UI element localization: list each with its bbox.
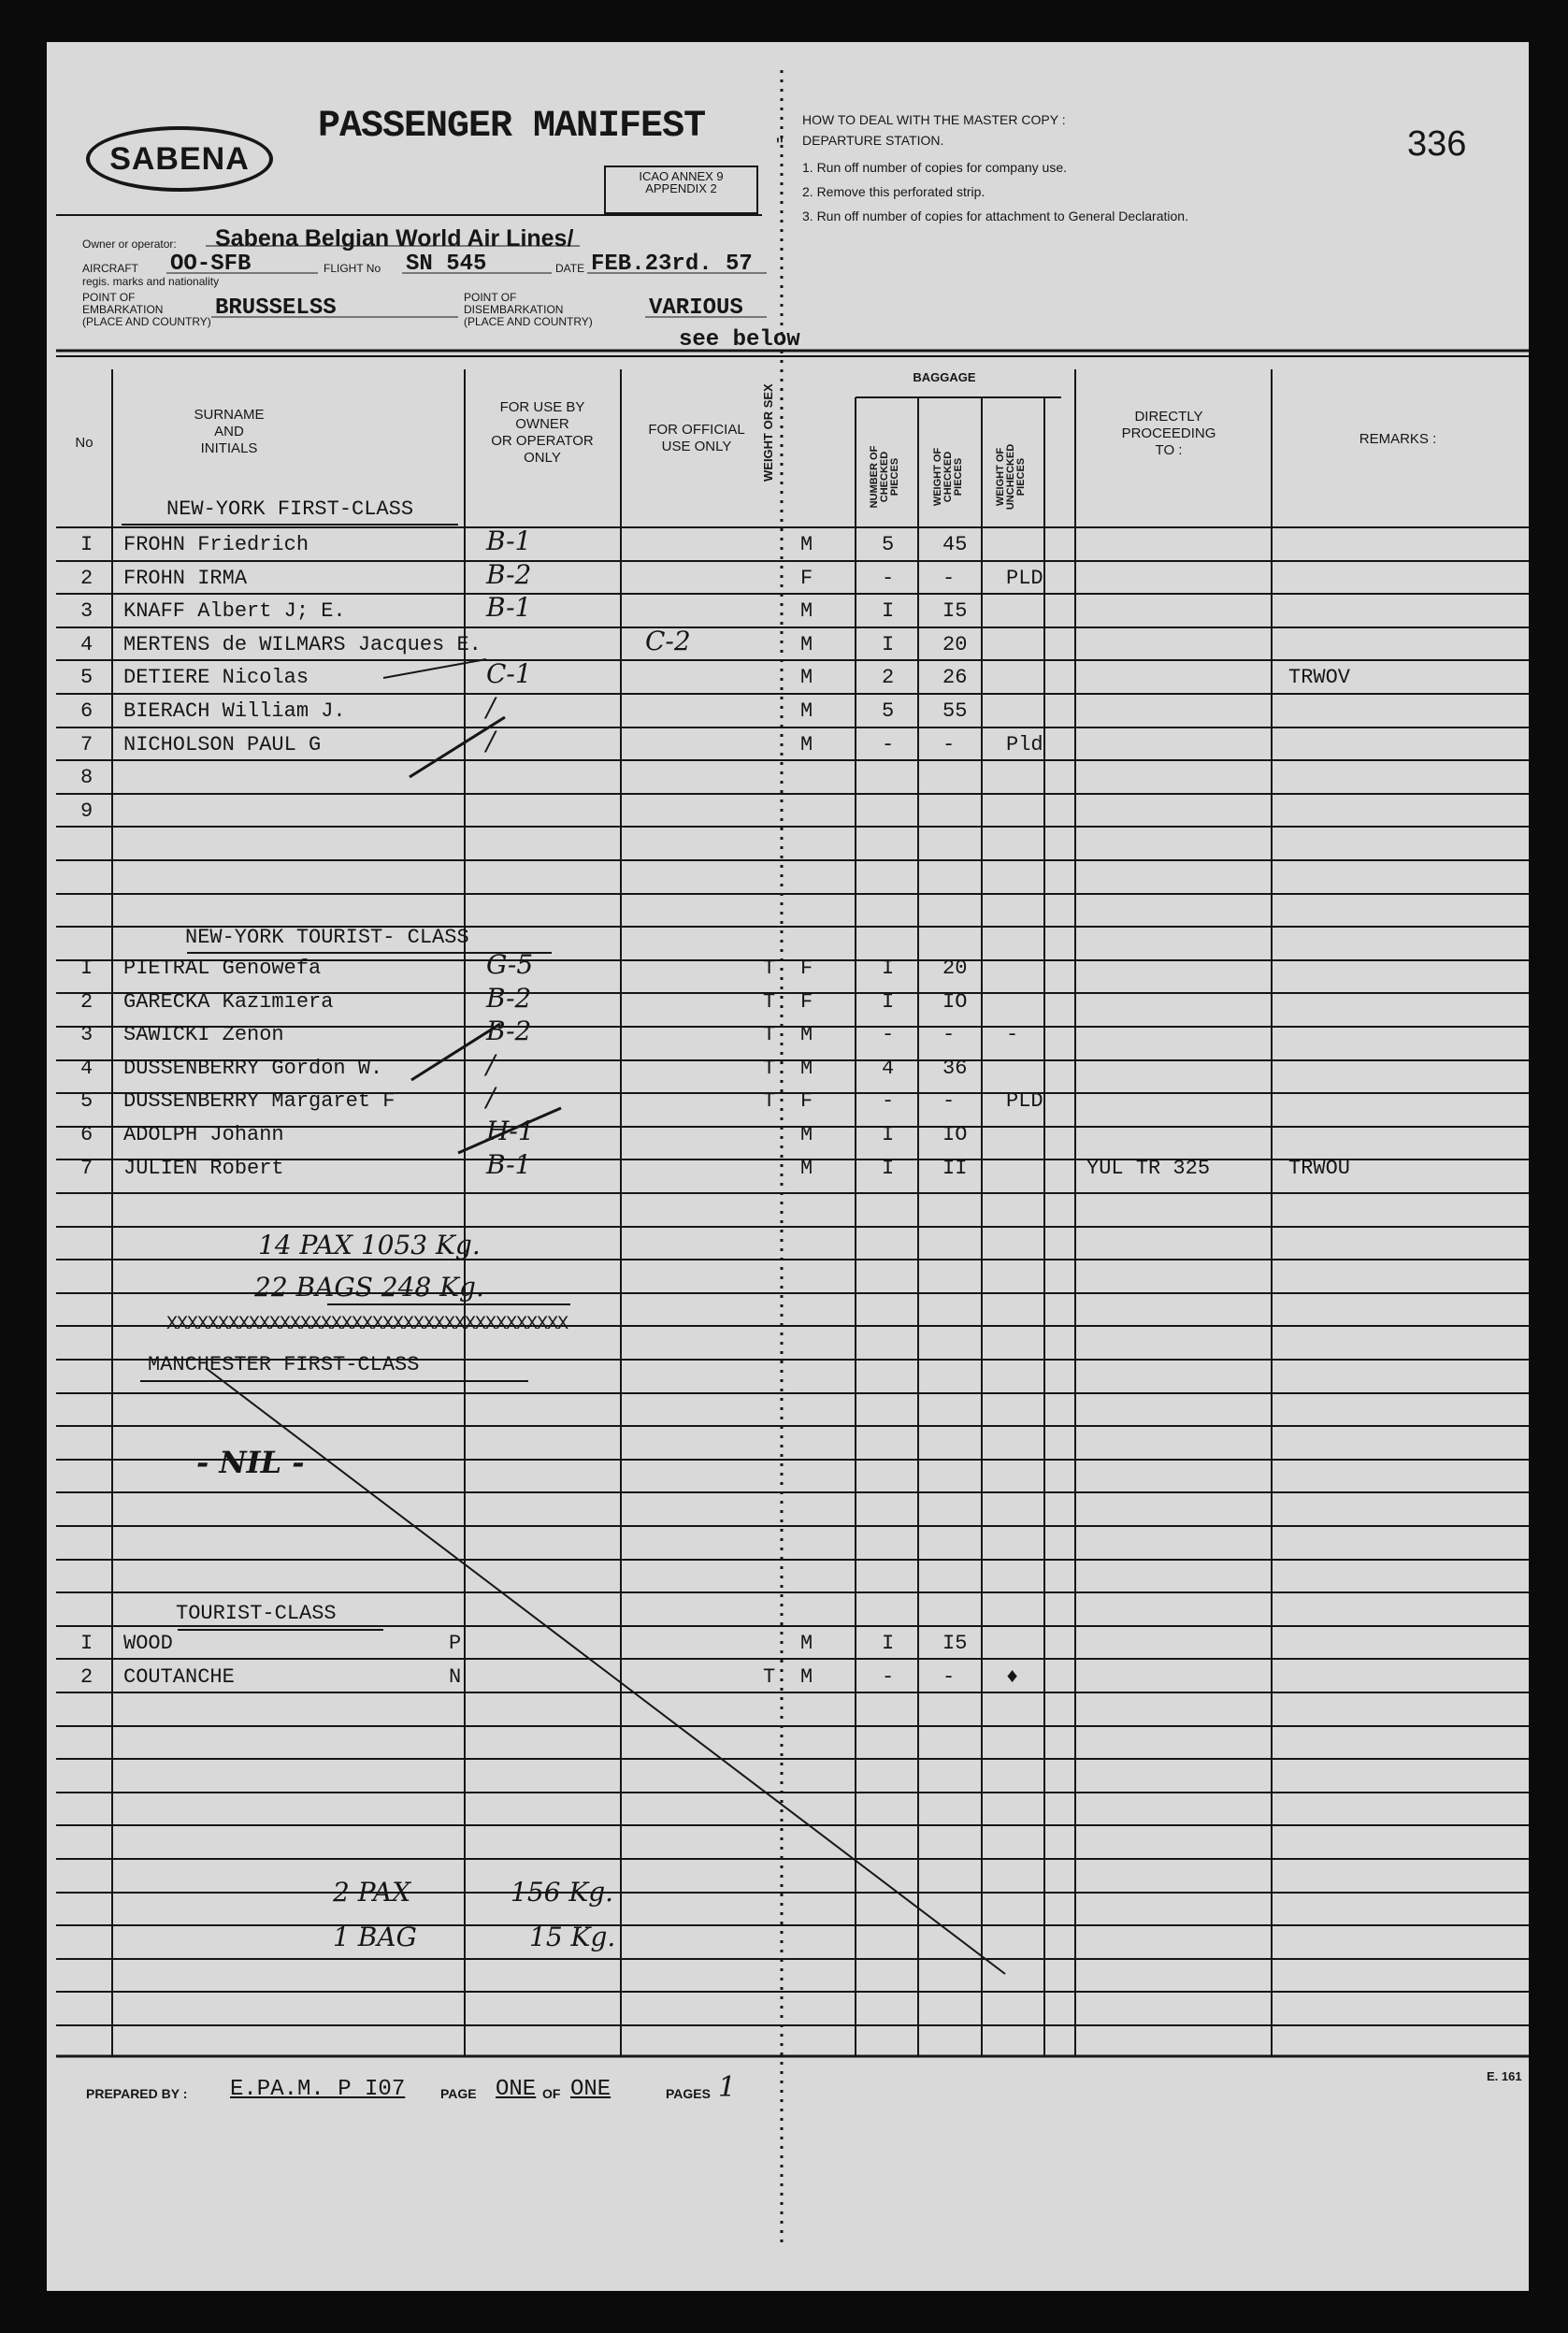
row-sex: M bbox=[800, 1156, 813, 1180]
prepared-label: PREPARED BY : bbox=[86, 2086, 188, 2101]
row-sex: M bbox=[800, 599, 813, 624]
manifest-title: PASSENGER MANIFEST bbox=[318, 106, 706, 148]
row-no: 7 bbox=[80, 1156, 94, 1180]
row-pieces: I bbox=[882, 632, 895, 656]
row-pieces: - bbox=[882, 732, 895, 756]
strike-mark-3 bbox=[383, 659, 486, 678]
col-surname-header bbox=[117, 407, 341, 457]
row-name: SAWICKI Zenon bbox=[123, 1023, 284, 1047]
row-weight: 26 bbox=[942, 666, 968, 690]
col-no-header: No bbox=[75, 435, 94, 451]
flight-value: SN 545 bbox=[406, 252, 487, 277]
col-checked-pieces-header: NUMBER OF CHECKED PIECES bbox=[869, 445, 900, 509]
row-name: MERTENS de WILMARS Jacques E. bbox=[123, 632, 482, 656]
section-ny-tourist: NEW-YORK TOURIST- CLASS bbox=[185, 926, 469, 949]
col-owner-header bbox=[468, 399, 617, 467]
row-sex: M bbox=[800, 1123, 813, 1146]
section-manchester-first: MANCHESTER FIRST-CLASS bbox=[148, 1353, 420, 1376]
row-weight: - bbox=[942, 1089, 956, 1114]
row-pieces: I bbox=[882, 1632, 895, 1655]
row-weight: 45 bbox=[942, 533, 968, 556]
row-name: DUSSENBERRY Margaret F bbox=[123, 1089, 396, 1114]
aircraft-label: AIRCRAFT bbox=[82, 262, 138, 275]
row-weight: 55 bbox=[942, 699, 968, 723]
struck-line: XXXXXXXXXXXXXXXXXXXXXXXXXXXXXXXXXXXXXXX bbox=[166, 1314, 568, 1335]
row-owner: G-5 bbox=[486, 949, 534, 980]
embark-value: BRUSSELSS bbox=[215, 295, 337, 321]
col-surname-line2: AND bbox=[214, 424, 244, 439]
row-weight: 20 bbox=[942, 957, 968, 980]
row-official: C-2 bbox=[645, 625, 691, 656]
row-owner: / bbox=[486, 692, 496, 723]
row-travel-class: T bbox=[763, 1056, 776, 1080]
row-owner: H-1 bbox=[486, 1116, 535, 1146]
instructions-item3: 3. Run off number of copies for attachment to General Declaration. bbox=[802, 209, 1188, 223]
col-owner-line3: OR OPERATOR bbox=[491, 433, 594, 449]
row-pieces: I bbox=[882, 957, 895, 980]
row-pieces: I bbox=[882, 1156, 895, 1180]
aircraft-sub: regis. marks and nationality bbox=[82, 275, 220, 288]
row-owner: B-2 bbox=[486, 558, 532, 590]
section-manchester-tourist: TOURIST-CLASS bbox=[176, 1602, 337, 1625]
row-name: NICHOLSON PAUL G bbox=[123, 732, 322, 756]
row-sex: F bbox=[800, 957, 813, 980]
row-unchecked: Pld bbox=[1006, 732, 1043, 756]
instructions-title1: HOW TO DEAL WITH THE MASTER COPY : bbox=[802, 112, 1066, 127]
col-unchecked-weight-header: WEIGHT OF UNCHECKED PIECES bbox=[995, 443, 1027, 511]
row-sex: M bbox=[800, 1023, 813, 1047]
row-name: GARECKA Kazimiera bbox=[123, 989, 334, 1014]
row-no: 3 bbox=[80, 1023, 94, 1047]
row-owner: B-1 bbox=[486, 592, 532, 624]
row-name: DUSSENBERRY Gordon W. bbox=[123, 1056, 383, 1080]
icao-line2: APPENDIX 2 bbox=[645, 181, 717, 195]
row-pieces: - bbox=[882, 566, 895, 590]
row-initial: P bbox=[449, 1632, 462, 1655]
row-sex: M bbox=[800, 533, 813, 556]
row-owner: / bbox=[486, 1082, 496, 1114]
row-weight: - bbox=[942, 566, 956, 590]
row-travel-class: T bbox=[763, 1664, 776, 1689]
row-initial: N bbox=[449, 1664, 462, 1689]
row-unchecked: PLD bbox=[1006, 566, 1043, 590]
icao-line1: ICAO ANNEX 9 bbox=[639, 169, 724, 183]
col-proceeding-header bbox=[1075, 409, 1262, 459]
row-weight: - bbox=[942, 732, 956, 756]
row-pieces: I bbox=[882, 599, 895, 624]
logo-text: SABENA bbox=[109, 140, 250, 177]
row-sex: M bbox=[800, 732, 813, 756]
row-sex: M bbox=[800, 1664, 813, 1689]
row-pieces: - bbox=[882, 1664, 895, 1689]
ny-totals-line1: 14 PAX 1053 Kg. bbox=[258, 1230, 481, 1260]
row-proceeding: YUL TR 325 bbox=[1086, 1156, 1211, 1180]
col-remarks-header: REMARKS : bbox=[1359, 431, 1437, 447]
row-pieces: 5 bbox=[882, 699, 895, 723]
row-name: ADOLPH Johann bbox=[123, 1123, 284, 1146]
row-weight: I5 bbox=[942, 599, 968, 624]
man-totals-bag: 1 BAG bbox=[333, 1922, 417, 1952]
disembark-label3: (PLACE AND COUNTRY) bbox=[464, 315, 593, 328]
row-sex: M bbox=[800, 632, 813, 656]
row-pieces: 5 bbox=[882, 533, 895, 556]
row-travel-class: T bbox=[763, 1089, 776, 1114]
col-official-line1: FOR OFFICIAL bbox=[648, 422, 745, 438]
row-no: 5 bbox=[80, 666, 94, 690]
row-name: BIERACH William J. bbox=[123, 699, 346, 723]
row-sex: F bbox=[800, 1089, 813, 1114]
row-travel-class: T bbox=[763, 957, 776, 980]
row-sex: M bbox=[800, 699, 813, 723]
embark-label2: EMBARKATION bbox=[82, 303, 164, 316]
of-label: OF bbox=[542, 2086, 561, 2101]
row-pieces: I bbox=[882, 989, 895, 1014]
owner-value: Sabena Belgian World Air Lines/ bbox=[215, 225, 574, 252]
form-code: E. 161 bbox=[1487, 2069, 1522, 2083]
row-owner: / bbox=[486, 1048, 496, 1080]
row-unchecked: - bbox=[1006, 1023, 1019, 1047]
row-pieces: - bbox=[882, 1023, 895, 1047]
page-label: PAGE bbox=[440, 2086, 477, 2101]
row-unchecked: PLD bbox=[1006, 1089, 1043, 1114]
instructions-item1: 1. Run off number of copies for company use. bbox=[802, 160, 1068, 175]
row-owner: B-2 bbox=[486, 982, 532, 1014]
row-name: WOOD bbox=[123, 1632, 173, 1655]
man-totals-pax-weight: 156 Kg. bbox=[511, 1877, 614, 1908]
see-below: see below bbox=[679, 327, 800, 353]
row-no: 4 bbox=[80, 632, 94, 656]
row-no: I bbox=[80, 957, 94, 980]
ditto-mark: " bbox=[776, 134, 784, 157]
date-value: FEB.23rd. 57 bbox=[591, 252, 753, 277]
row-pieces: 4 bbox=[882, 1056, 895, 1080]
of-value: ONE bbox=[570, 2077, 611, 2102]
col-surname-line3: INITIALS bbox=[200, 440, 258, 456]
row-no: 6 bbox=[80, 699, 94, 723]
pages-hand: 1 bbox=[718, 2071, 737, 2104]
row-name: JULIEN Robert bbox=[123, 1156, 284, 1180]
row-no: I bbox=[80, 533, 94, 556]
row-no: 9 bbox=[80, 799, 94, 823]
col-proceeding-line3: TO : bbox=[1155, 442, 1183, 458]
embark-label3: (PLACE AND COUNTRY) bbox=[82, 315, 211, 328]
row-name: PIETRAL Genowefa bbox=[123, 957, 322, 980]
manifest-page bbox=[47, 42, 1529, 2291]
row-owner: / bbox=[486, 725, 496, 756]
row-no: 2 bbox=[80, 989, 94, 1014]
row-travel-class: T bbox=[763, 989, 776, 1014]
row-name: COUTANCHE bbox=[123, 1664, 235, 1689]
owner-label: Owner or operator: bbox=[82, 238, 177, 251]
prepared-value: E.PA.M. P I07 bbox=[230, 2077, 406, 2102]
col-owner-line4: ONLY bbox=[524, 450, 561, 466]
row-unchecked: ♦ bbox=[1006, 1664, 1019, 1689]
page-value: ONE bbox=[496, 2077, 537, 2102]
row-sex: M bbox=[800, 1056, 813, 1080]
disembark-value: VARIOUS bbox=[649, 295, 743, 321]
row-weight: 36 bbox=[942, 1056, 968, 1080]
col-official-line2: USE ONLY bbox=[661, 439, 732, 454]
instructions-title2: DEPARTURE STATION. bbox=[802, 133, 944, 148]
row-no: 4 bbox=[80, 1056, 94, 1080]
pages-label: PAGES bbox=[666, 2086, 711, 2101]
row-remarks: TRWOV bbox=[1288, 666, 1351, 690]
row-owner: B-1 bbox=[486, 1148, 532, 1180]
row-no: 2 bbox=[80, 566, 94, 590]
row-pieces: 2 bbox=[882, 666, 895, 690]
disembark-label1: POINT OF bbox=[464, 291, 517, 304]
row-sex: F bbox=[800, 566, 813, 590]
row-owner: C-1 bbox=[486, 658, 532, 690]
row-no: I bbox=[80, 1632, 94, 1655]
row-sex: M bbox=[800, 1632, 813, 1655]
section-ny-first: NEW-YORK FIRST-CLASS bbox=[166, 497, 414, 521]
row-remarks: TRWOU bbox=[1288, 1156, 1351, 1180]
row-owner: B-2 bbox=[486, 1015, 532, 1047]
row-travel-class: T bbox=[763, 1023, 776, 1047]
col-owner-line1: FOR USE BY bbox=[499, 399, 585, 415]
col-proceeding-line1: DIRECTLY bbox=[1134, 409, 1203, 425]
page-number: 336 bbox=[1407, 124, 1467, 164]
col-proceeding-line2: PROCEEDING bbox=[1121, 425, 1216, 441]
row-no: 2 bbox=[80, 1664, 94, 1689]
row-name: DETIERE Nicolas bbox=[123, 666, 309, 690]
row-weight: 20 bbox=[942, 632, 968, 656]
nil-text: - NIL - bbox=[196, 1445, 305, 1480]
row-no: 7 bbox=[80, 732, 94, 756]
row-no: 8 bbox=[80, 766, 94, 790]
row-name: FROHN IRMA bbox=[123, 566, 248, 590]
row-owner: B-1 bbox=[486, 526, 532, 556]
row-weight: I5 bbox=[942, 1632, 968, 1655]
row-no: 6 bbox=[80, 1123, 94, 1146]
col-weight-sex-header: WEIGHT OR SEX bbox=[761, 383, 775, 482]
col-baggage-header: BAGGAGE bbox=[913, 370, 976, 384]
instructions-item2: 2. Remove this perforated strip. bbox=[802, 184, 985, 199]
col-surname-line1: SURNAME bbox=[194, 407, 265, 423]
aircraft-value: OO-SFB bbox=[170, 252, 252, 277]
row-weight: II bbox=[942, 1156, 968, 1180]
row-no: 3 bbox=[80, 599, 94, 624]
man-totals-pax: 2 PAX bbox=[333, 1877, 411, 1908]
disembark-label2: DISEMBARKATION bbox=[464, 303, 564, 316]
row-weight: IO bbox=[942, 1123, 968, 1146]
row-sex: F bbox=[800, 989, 813, 1014]
flight-label: FLIGHT No bbox=[324, 262, 381, 275]
col-official-header bbox=[622, 422, 771, 455]
date-label: DATE bbox=[555, 262, 585, 275]
col-owner-line2: OWNER bbox=[515, 416, 569, 432]
row-no: 5 bbox=[80, 1089, 94, 1114]
ny-totals-line2: 22 BAGS 248 Kg. bbox=[254, 1272, 484, 1303]
row-weight: - bbox=[942, 1664, 956, 1689]
row-name: KNAFF Albert J; E. bbox=[123, 599, 346, 624]
embark-label1: POINT OF bbox=[82, 291, 136, 304]
row-pieces: I bbox=[882, 1123, 895, 1146]
row-weight: - bbox=[942, 1023, 956, 1047]
man-totals-bag-weight: 15 Kg. bbox=[529, 1922, 616, 1952]
col-checked-weight-header: WEIGHT OF CHECKED PIECES bbox=[932, 447, 964, 507]
row-pieces: - bbox=[882, 1089, 895, 1114]
row-name: FROHN Friedrich bbox=[123, 533, 309, 556]
row-sex: M bbox=[800, 666, 813, 690]
row-weight: IO bbox=[942, 989, 968, 1014]
